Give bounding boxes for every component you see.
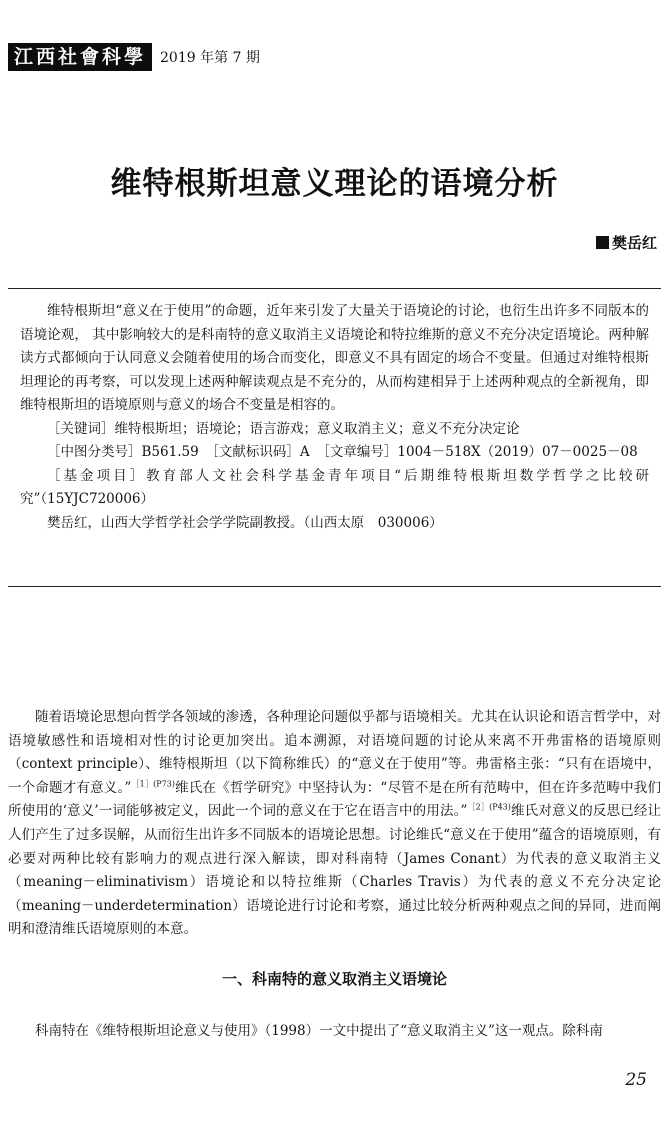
author-name: 樊岳红 — [611, 234, 657, 252]
abstract-block — [20, 300, 649, 535]
author-byline — [596, 232, 657, 253]
author-info: 樊岳红，山西大学哲学社会学学院副教授。（山西太原 030006） — [47, 514, 443, 531]
keywords: ［关键词］维特根斯坦；语境论；语言游戏；意义取消主义；意义不充分决定论 — [47, 420, 520, 437]
article-title: 维特根斯坦意义理论的语境分析 — [110, 166, 559, 202]
square-bullet-icon — [596, 236, 609, 249]
issue-label: 2019 年第 7 期 — [160, 50, 260, 66]
funding-note: ［基金项目］教育部人文社会科学基金青年项目“后期维特根斯坦数学哲学之比较研究”（15YJC720006） — [20, 467, 649, 507]
classification-numbers: ［中图分类号］B561.59 ［文献标识码］A ［文章编号］1004－518X（2019）07－0025－08 — [47, 444, 638, 460]
article-body — [8, 706, 661, 1043]
running-header — [8, 42, 260, 72]
body-text: 维氏在《哲学研究》中坚持认为：“尽管不是在所有范畴中，但在许多范畴中我们所使用的‘意义’一词能够被定义，因此一个词的意义在于它在语言中的用法。” — [8, 779, 661, 820]
section-heading: 一、科南特的意义取消主义语境论 — [221, 969, 447, 988]
journal-logo: 江西社會科學 — [8, 43, 152, 71]
body-text: 维氏对意义的反思已经让人们产生了过多误解，从而衍生出许多不同版本的语境论思想。讨论维氏“意义在于使用”蕴含的语境原则，有必要对两种比较有影响力的观点进行深入解读，即对科南特（James Conant）为代表的意义取消主义（meaning－eliminativism）语境论和以特拉维斯（Charles Travis）为代表的意义不充分决定论（meaning－underdetermination）语境论进行讨论和考察，通过比较分析两种观点之间的异同，进而阐明和澄清维氏语境原则的本意。 — [8, 803, 661, 938]
body-text: 随着语境论思想向哲学各领域的渗透，各种理论问题似乎都与语境相关。尤其在认识论和语言哲学中，对语境敏感性和语境相对性的讨论更加突出。追本溯源，对语境问题的讨论从来离不开弗雷格的语境原则（context principle）、维特根斯坦（以下简称维氏）的“意义在于使用”等。弗雷格主张：“只有在语境中，一个命题才有意义。” — [8, 709, 661, 796]
citation: ［1］(P73) — [131, 779, 175, 789]
abstract-top-rule — [8, 288, 661, 289]
abstract-text: 维特根斯坦“意义在于使用”的命题，近年来引发了大量关于语境论的讨论，也衍生出许多不同版本的语境论观， 其中影响较大的是科南特的意义取消主义语境论和特拉维斯的意义不充分决定语境论。两种解读方式都倾向于认同意义会随着使用的场合而变化，即意义不具有固定的场合不变量。但通过对维特根斯坦理论的再考察，可以发现上述两种解读观点是不充分的，从而构建相异于上述两种观点的全新视角，即维特根斯坦的语境原则与意义的场合不变量是相容的。 — [20, 303, 649, 413]
page-number: 25 — [625, 1070, 647, 1090]
body-paragraph: 科南特在《维特根斯坦论意义与使用》（1998）一文中提出了“意义取消主义”这一观点。除科南 — [35, 1022, 603, 1039]
body-paragraph — [8, 706, 661, 942]
citation: ［2］(P43) — [467, 802, 511, 812]
abstract-bottom-rule — [8, 586, 661, 587]
